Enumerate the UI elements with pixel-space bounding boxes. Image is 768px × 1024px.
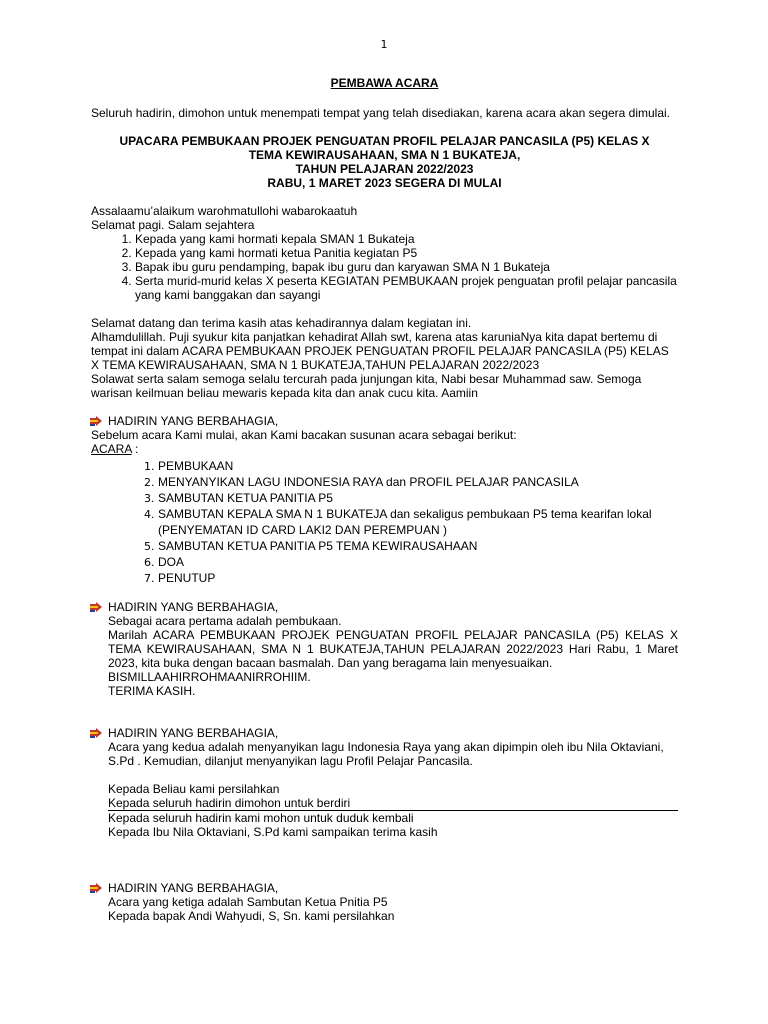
- welcome-paragraph: Solawat serta salam semoga selalu tercurah pada junjungan kita, Nabi besar Muhammad saw. Semoga warisan keilmuan beliau mewaris kepada kita dan anak cucu kita. Aamiin: [91, 372, 642, 400]
- section-heading: [91, 414, 678, 428]
- arrow-bullet-icon: [90, 602, 103, 612]
- salam-line: Selamat pagi. Salam sejahtera: [91, 218, 255, 232]
- opening-paragraph: Marilah ACARA PEMBUKAAN PROJEK PENGUATAN PROFIL PELAJAR PANCASILA (P5) KELAS X TEMA KEWIRAUSAHAAN, SMA N 1 BUKATEJA,TAHUN PELAJARAN 2022/2023 Hari Rabu, 1 Maret 2023, kita buka dengan bacaan basmalah. Dan yang beragama lain menyesuaikan.: [108, 628, 678, 670]
- agenda-item: 4. SAMBUTAN KEPALA SMA N 1 BUKATEJA dan sekaligus pembukaan P5 tema kearifan lokal (PENYEMATAN ID CARD LAKI2 DAN PEREMPUAN ): [158, 506, 678, 538]
- section-agenda: [91, 414, 678, 586]
- anthem-line-underlined: Kepada seluruh hadirin dimohon untuk berdiri: [108, 796, 678, 811]
- section-speech: [91, 881, 678, 923]
- section-heading-text: HADIRIN YANG BERBAHAGIA,: [108, 600, 279, 614]
- opening-line: Sebagai acara pertama adalah pembukaan.: [108, 614, 342, 628]
- section-anthem: [91, 726, 678, 839]
- section-heading: [91, 600, 678, 614]
- event-heading-line: TAHUN PELAJARAN 2022/2023: [295, 162, 474, 176]
- speech-line: Acara yang ketiga adalah Sambutan Ketua Pnitia P5: [108, 895, 388, 909]
- section-heading-text: HADIRIN YANG BERBAHAGIA,: [108, 414, 279, 428]
- section-heading: [91, 881, 678, 895]
- acara-label-row: [91, 442, 678, 456]
- section-heading-text: HADIRIN YANG BERBAHAGIA,: [108, 881, 279, 895]
- basmalah-line: BISMILLAAHIRROHMAANIRROHIIM.: [108, 670, 311, 684]
- anthem-line: Kepada Ibu Nila Oktaviani, S.Pd kami sampaikan terima kasih: [108, 825, 438, 839]
- section-heading-text: HADIRIN YANG BERBAHAGIA,: [108, 726, 279, 740]
- anthem-line: Kepada Beliau kami persilahkan: [108, 782, 280, 796]
- agenda-item: 5. SAMBUTAN KETUA PANITIA P5 TEMA KEWIRAUSAHAAN: [158, 538, 678, 554]
- speech-line: Kepada bapak Andi Wahyudi, S, Sn. kami persilahkan: [108, 909, 395, 923]
- arrow-bullet-icon: [90, 728, 103, 738]
- agenda-intro: Sebelum acara Kami mulai, akan Kami bacakan susunan acara sebagai berikut:: [91, 428, 517, 442]
- event-heading-line: RABU, 1 MARET 2023 SEGERA DI MULAI: [267, 176, 502, 190]
- agenda-item: 6. DOA: [158, 554, 678, 570]
- agenda-item: 7. PENUTUP: [158, 570, 678, 586]
- acara-colon: :: [131, 442, 139, 456]
- thanks-line: TERIMA KASIH.: [108, 684, 196, 698]
- acara-label: ACARA: [91, 442, 132, 456]
- event-heading-line: UPACARA PEMBUKAAN PROJEK PENGUATAN PROFIL PELAJAR PANCASILA (P5) KELAS X: [119, 134, 650, 148]
- welcome-block: [91, 316, 678, 400]
- salam-line: Assalaamu’alaikum warohmatullohi wabarokaatuh: [91, 204, 358, 218]
- list-item: 3. Bapak ibu guru pendamping, bapak ibu guru dan karyawan SMA N 1 Bukateja: [135, 260, 678, 274]
- document-body: [91, 76, 678, 923]
- agenda-item: 3. SAMBUTAN KETUA PANITIA P5: [158, 490, 678, 506]
- greetings-list: [91, 232, 678, 302]
- page-number: 1: [380, 38, 388, 51]
- list-item: 1. Kepada yang kami hormati kepala SMAN 1 Bukateja: [135, 232, 678, 246]
- list-item: 2. Kepada yang kami hormati ketua Panitia kegiatan P5: [135, 246, 678, 260]
- welcome-paragraph: Alhamdulillah. Puji syukur kita panjatkan kehadirat Allah swt, karena atas karuniaNya kita dapat bertemu di tempat ini dalam ACARA PEMBUKAAN PROJEK PENGUATAN PROFIL PELAJAR PANCASILA (P5) KELAS X TEMA KEWIRAUSAHAAN, SMA N 1 BUKATEJA,TAHUN PELAJARAN 2022/2023: [91, 330, 669, 372]
- list-item: 4. Serta murid-murid kelas X peserta KEGIATAN PEMBUKAAN projek penguatan profil pelajar pancasila yang kami banggakan dan sayangi: [135, 274, 678, 302]
- agenda-list: [91, 458, 678, 586]
- arrow-bullet-icon: [90, 416, 103, 426]
- welcome-line: Selamat datang dan terima kasih atas kehadirannya dalam kegiatan ini.: [91, 316, 472, 330]
- anthem-paragraph: Acara yang kedua adalah menyanyikan lagu Indonesia Raya yang akan dipimpin oleh ibu Nila Oktaviani, S.Pd . Kemudian, dilanjut menyanyikan lagu Profil Pelajar Pancasila.: [108, 740, 664, 768]
- salam-block: [91, 204, 678, 302]
- arrow-bullet-icon: [90, 883, 103, 893]
- event-heading-line: TEMA KEWIRAUSAHAAN, SMA N 1 BUKATEJA,: [248, 148, 521, 162]
- section-opening: [91, 600, 678, 698]
- anthem-line: Kepada seluruh hadirin kami mohon untuk duduk kembali: [108, 811, 414, 825]
- agenda-item: 2. MENYANYIKAN LAGU INDONESIA RAYA dan PROFIL PELAJAR PANCASILA: [158, 474, 678, 490]
- agenda-item: 1. PEMBUKAAN: [158, 458, 678, 474]
- intro-paragraph: Seluruh hadirin, dimohon untuk menempati tempat yang telah disediakan, karena acara akan segera dimulai.: [91, 106, 671, 120]
- section-heading: [91, 726, 678, 740]
- event-heading: [91, 134, 678, 190]
- document-title: PEMBAWA ACARA: [330, 76, 439, 90]
